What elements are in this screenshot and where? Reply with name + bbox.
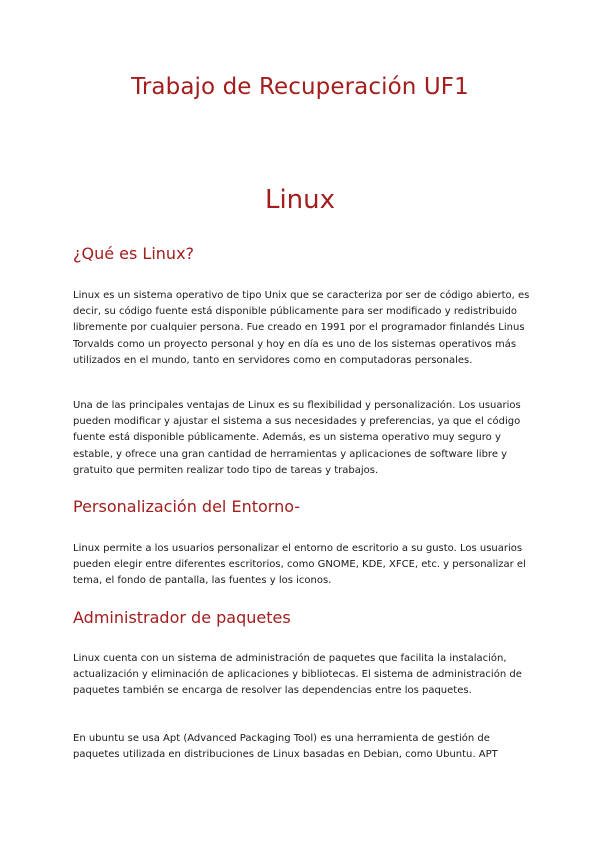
heading-personalizacion-entorno: Personalización del Entorno-: [73, 497, 301, 516]
paragraph: En ubuntu se usa Apt (Advanced Packaging Tool) es una herramienta de gestión de paquetes utilizada en distribuciones de Linux basadas en Debian, como Ubuntu. APT: [73, 733, 498, 761]
paragraph: Linux es un sistema operativo de tipo Unix que se caracteriza por ser de código abierto, es decir, su código fuente está disponible públicamente para ser modificado y redistribuido libremente por cualquier persona. Fue creado en 1991 por el programador finlandés Linus Torvalds como un proyecto personal y hoy en día es uno de los sistemas operativos más utilizados en el mundo, tanto en servidores como en computadoras personales.: [73, 290, 530, 366]
paragraph: Una de las principales ventajas de Linux es su flexibilidad y personalización. Los usuarios pueden modificar y ajustar el sistema a sus necesidades y preferencias, ya que el código fuente está disponible públicamente. Además, es un sistema operativo muy seguro y estable, y ofrece una gran cantidad de herramientas y aplicaciones de software libre y gratuito que permiten realizar todo tipo de tareas y trabajos.: [73, 400, 521, 476]
heading-que-es-linux: ¿Qué es Linux?: [73, 244, 195, 263]
document-title: Trabajo de Recuperación UF1: [131, 74, 469, 100]
paragraph: Linux cuenta con un sistema de administración de paquetes que facilita la instalación, actualización y eliminación de aplicaciones y bibliotecas. El sistema de administración de paquetes también se encarga de resolver las dependencias entre los paquetes.: [73, 653, 522, 697]
paragraph: Linux permite a los usuarios personalizar el entorno de escritorio a su gusto. Los usuarios pueden elegir entre diferentes escritorios, como GNOME, KDE, XFCE, etc. y personalizar el tema, el fondo de pantalla, las fuentes y los iconos.: [73, 543, 526, 587]
heading-administrador-paquetes: Administrador de paquetes: [73, 608, 291, 627]
section-title: Linux: [264, 185, 336, 215]
